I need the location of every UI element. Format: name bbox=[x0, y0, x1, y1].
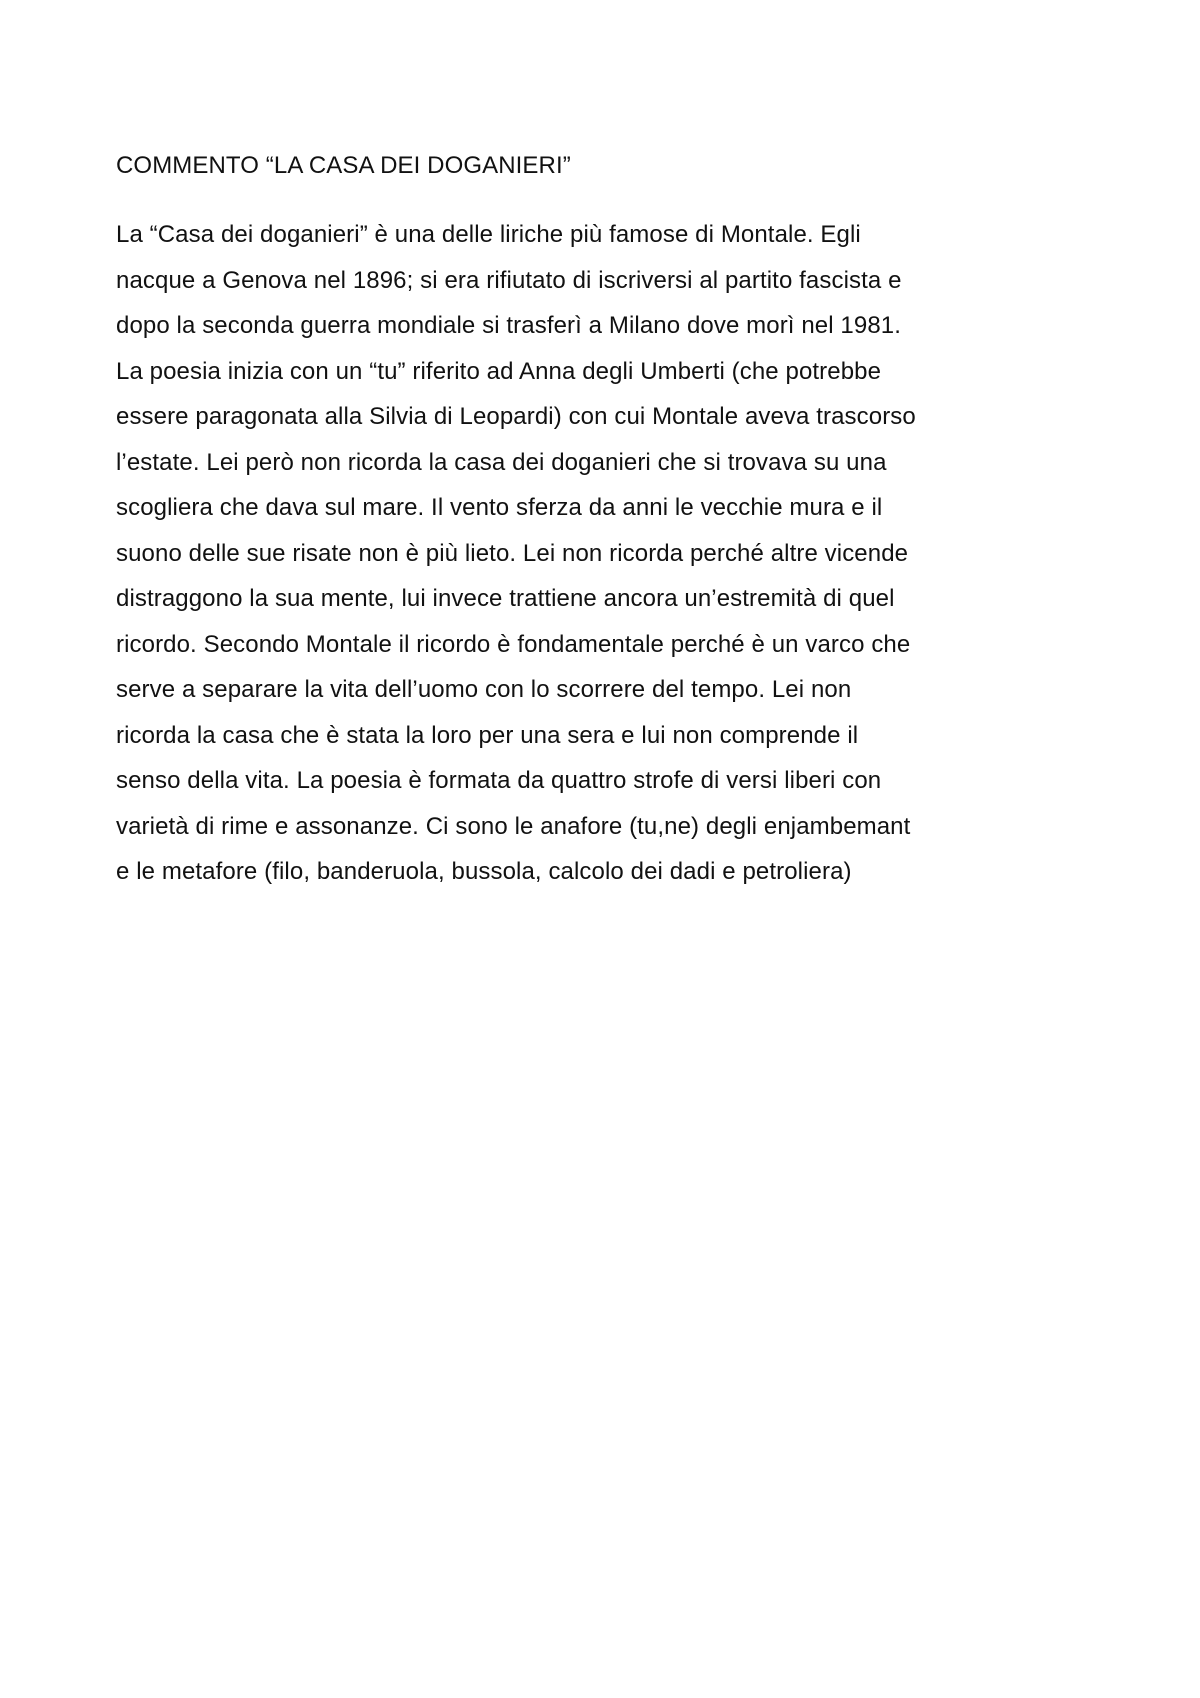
document-body bbox=[116, 212, 1116, 895]
body-line: scogliera che dava sul mare. Il vento sferza da anni le vecchie mura e il bbox=[116, 494, 883, 521]
document-title: COMMENTO “LA CASA DEI DOGANIERI” bbox=[116, 152, 571, 179]
body-line: ricorda la casa che è stata la loro per una sera e lui non comprende il bbox=[116, 721, 859, 749]
body-line: suono delle sue risate non è più lieto. Lei non ricorda perché altre vicende bbox=[116, 539, 909, 567]
body-line: l’estate. Lei però non ricorda la casa dei doganieri che si trovava su una bbox=[116, 448, 887, 476]
body-line: serve a separare la vita dell’uomo con lo scorrere del tempo. Lei non bbox=[116, 676, 852, 703]
body-line: La “Casa dei doganieri” è una delle liriche più famose di Montale. Egli bbox=[116, 221, 861, 248]
body-line: nacque a Genova nel 1896; si era rifiutato di iscriversi al partito fascista e bbox=[116, 266, 902, 294]
body-line: varietà di rime e assonanze. Ci sono le anafore (tu,ne) degli enjambemant bbox=[116, 812, 911, 840]
body-line: senso della vita. La poesia è formata da quattro strofe di versi liberi con bbox=[116, 767, 882, 794]
body-line: ricordo. Secondo Montale il ricordo è fondamentale perché è un varco che bbox=[116, 630, 911, 658]
body-line: La poesia inizia con un “tu” riferito ad Anna degli Umberti (che potrebbe bbox=[116, 357, 882, 385]
body-line: e le metafore (filo, banderuola, bussola, calcolo dei dadi e petroliera) bbox=[116, 858, 852, 885]
body-line: dopo la seconda guerra mondiale si trasferì a Milano dove morì nel 1981. bbox=[116, 312, 901, 339]
body-line: distraggono la sua mente, lui invece trattiene ancora un’estremità di quel bbox=[116, 585, 895, 612]
body-line: essere paragonata alla Silvia di Leopardi) con cui Montale aveva trascorso bbox=[116, 403, 916, 430]
